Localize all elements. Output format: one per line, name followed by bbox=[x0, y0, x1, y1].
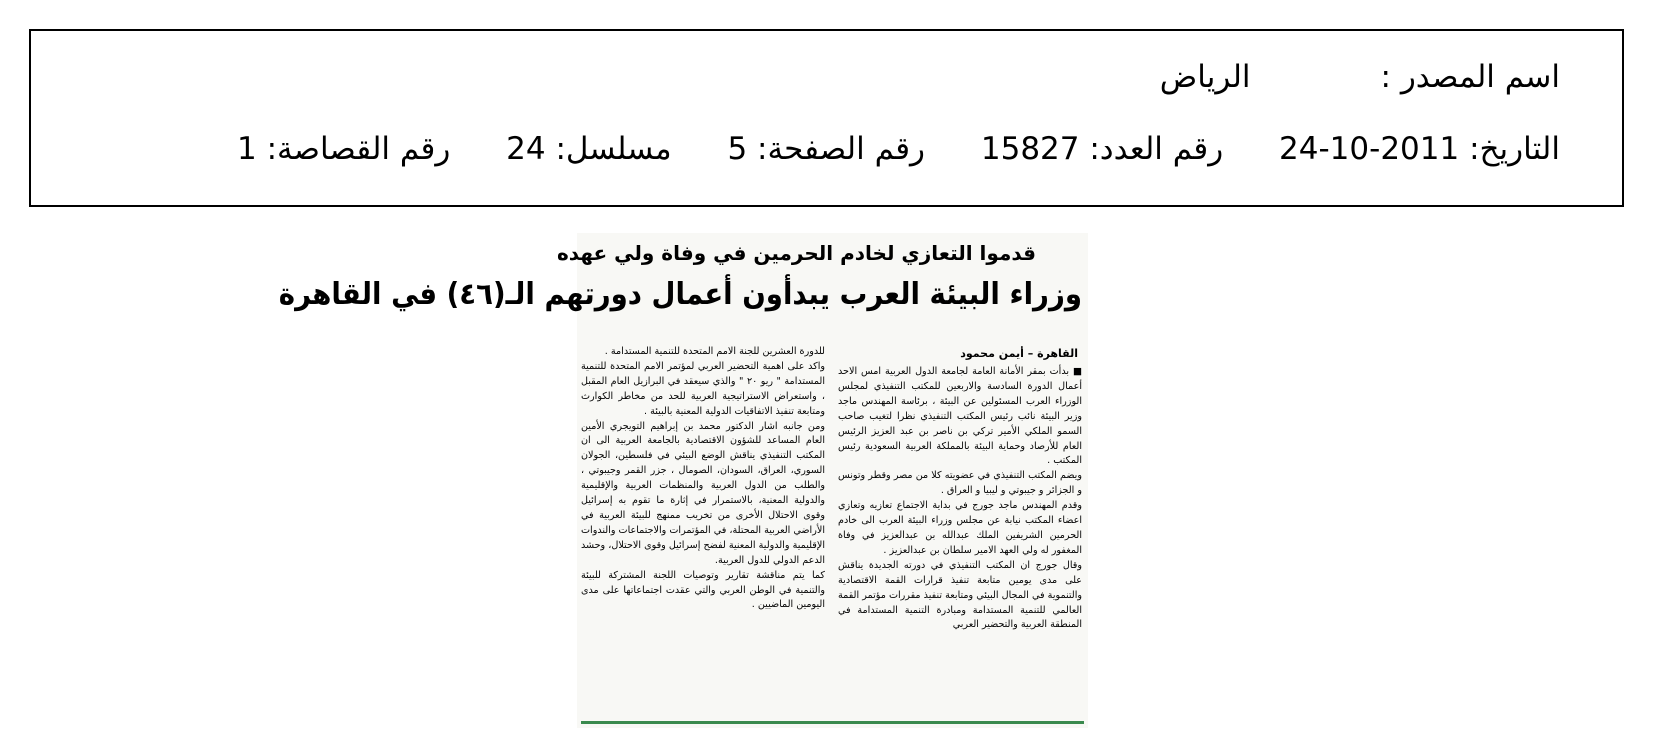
paragraph: ومن جانبه اشار الدكتور محمد بن إبراهيم التويجري الأمين العام المساعد للشؤون الاقتصادية بالجامعة العربية الى ان المكتب التنفيذي يناقش الوضع البيئي في فلسطين، الجولان السوري، العراق، السودان، الصومال ، جزر القمر وجيبوتي ، والطلب من الدول العربية والمنظمات العربية والإقليمية والدولية المعنية، بالاستمرار في إثارة ما تقوم به إسرائيل وقوى الاحتلال الأخرى من تخريب ممنهج للبيئة العربية في الأراضي العربية المحتلة، في المؤتمرات والاجتماعات والندوات الإقليمية والدولية المعنية لفضح إسرائيل وقوى الاحتلال، وحشد الدعم الدولي للدول العربية. bbox=[581, 420, 825, 566]
metadata-header bbox=[29, 29, 1624, 207]
paragraph: واكد على اهمية التحضير العربي لمؤتمر الامم المتحدة للتنمية المستدامة " ريو ٢٠ " والذي سيعقد في البرازيل العام المقبل ، واستعراض الاستراتيجية العربية للحد من مخاطر الكوارث ومتابعة تنفيذ الاتفاقيات الدولية المعنية بالبيئة . bbox=[581, 360, 825, 417]
article-column-left bbox=[581, 345, 825, 613]
article-headline: وزراء البيئة العرب يبدأون أعمال دورتهم الـ(٤٦) في القاهرة bbox=[278, 277, 1082, 312]
paragraph: للدورة العشرين للجنة الامم المتحدة للتنمية المستدامة . bbox=[604, 346, 825, 357]
article-kicker: قدموا التعازي لخادم الحرمين في وفاة ولي عهده bbox=[556, 241, 1036, 265]
paragraph: ■ بدأت بمقر الأمانة العامة لجامعة الدول العربية امس الاحد أعمال الدورة السادسة والاربعين للمكتب التنفيذي لمجلس الوزراء العرب المسئولين عن البيئة ، برئاسة المهندس ماجد وزير البيئة نائب رئيس المكتب التنفيذي نظرا لتغيب صاحب السمو الملكي الأمير تركي بن ناصر بن عبد العزيز الرئيس العام للأرصاد وحماية البيئة بالمملكة العربية السعودية رئيس المكتب . bbox=[838, 366, 1082, 467]
article-byline: القاهرة – أيمن محمود bbox=[960, 347, 1078, 360]
paragraph: كما يتم مناقشة تقارير وتوصيات اللجنة المشتركة للبيئة والتنمية في الوطن العربي والتي عقدت اجتماعاتها على مدى اليومين الماضيين . bbox=[581, 569, 825, 611]
page-label: رقم الصفحة: bbox=[757, 131, 926, 167]
source-row bbox=[1160, 57, 1560, 97]
paragraph: ويضم المكتب التنفيذي في عضويته كلا من مصر وقطر وتونس و الجزائر و جيبوتي و ليبيا و العراق . bbox=[838, 470, 1082, 497]
date-label: التاريخ: bbox=[1469, 131, 1560, 167]
page-value: 5 bbox=[727, 131, 748, 167]
clip-value: 1 bbox=[236, 131, 257, 167]
source-label: اسم المصدر : bbox=[1380, 59, 1560, 95]
serial-label: مسلسل: bbox=[555, 131, 672, 167]
paragraph: وقدم المهندس ماجد جورج في بداية الاجتماع تعازيه وتعازي اعضاء المكتب نيابة عن مجلس وزراء البيئة العرب الى خادم الحرمين الشريفين الملك عبدالله بن عبدالعزيز في وفاة المغفور له ولي العهد الامير سلطان بن عبدالعزيز . bbox=[838, 500, 1082, 556]
issue-value: 15827 bbox=[980, 131, 1080, 167]
issue-label: رقم العدد: bbox=[1089, 131, 1224, 167]
newspaper-clipping bbox=[278, 233, 1088, 728]
clip-label: رقم القصاصة: bbox=[266, 131, 451, 167]
info-row bbox=[237, 129, 1560, 169]
source-value: الرياض bbox=[1159, 59, 1251, 95]
article-column-right bbox=[838, 365, 1082, 633]
paragraph: وقال جورج ان المكتب التنفيذي في دورته الجديدة يناقش على مدى يومين متابعة تنفيذ قرارات القمة الاقتصادية والتنموية في المجال البيئي ومتابعة تنفيذ مقررات مؤتمر القمة العالمي للتنمية المستدامة ومبادرة التنمية المستدامة في المنطقة العربية والتحضير العربي bbox=[838, 559, 1082, 631]
date-value: 2011-10-24 bbox=[1279, 131, 1460, 167]
serial-value: 24 bbox=[506, 131, 546, 167]
green-rule bbox=[581, 721, 1084, 724]
